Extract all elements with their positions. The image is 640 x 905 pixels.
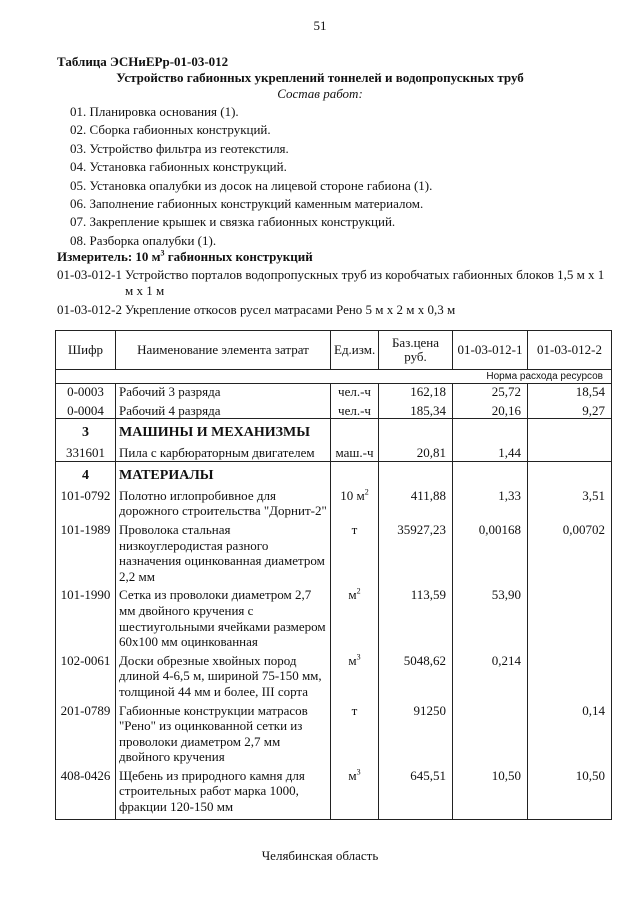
norma-label: Норма расхода ресурсов [56,370,612,384]
cell-v2 [528,584,612,649]
cell-v1 [453,584,528,649]
unit-sup: 2 [364,487,369,497]
cell-name [116,419,331,446]
cell-price-text: 411,88 [410,487,446,503]
cell-v1-text: 20,16 [491,402,521,418]
header-variant-1: 01-03-012-1 [453,331,528,370]
cell-unit-text: м [348,767,357,783]
variant-text: Устройство порталов водопропускных труб из коробчатых габионных блоков 1,5 м х 1 м х 1 м [125,267,605,298]
cell-code [56,700,116,765]
composition-label: Состав работ: [277,86,363,101]
operation-item: 05. Установка опалубки из досок на лицевой стороне габиона (1). [70,177,433,193]
unit-sup: 3 [356,652,361,662]
cell-price-text: 91250 [413,702,446,718]
cell-price-text: 35927,23 [397,521,446,537]
cell-v2 [528,765,612,819]
cell-code [56,419,116,446]
cell-unit-text: т [351,521,358,537]
cell-v2-text: 9,27 [582,402,605,418]
unit-sup: 2 [356,587,361,597]
cell-unit [331,400,379,419]
cell-code-text: 331601 [66,445,105,461]
cell-v2-text: 18,54 [575,384,605,399]
cell-price [379,519,453,584]
cell-v1 [453,384,528,400]
measure-unit [57,249,313,264]
cell-v1-text: 10,50 [491,767,521,783]
cell-name [116,584,331,649]
operation-item: 07. Закрепление крышек и связка габионных конструкций. [70,214,396,230]
cell-unit [331,700,379,765]
cell-code [56,584,116,649]
section-row [56,419,612,446]
cell-unit-text: м [348,587,357,603]
cell-v1-text: 0,00168 [478,521,521,537]
header-name: Наименование элемента затрат [116,331,331,370]
operation-item: 02. Сборка габионных конструкций. [70,122,271,138]
cell-price [379,461,453,488]
operation-item: 08. Разборка опалубки (1). [70,232,217,248]
table-row [56,650,612,700]
cell-v1 [453,419,528,446]
cell-v2-text: 0,14 [582,702,605,718]
cell-name-text: Щебень из природного камня для строительных работ марка 1000, фракции 120-150 мм [119,767,305,815]
cell-name [116,445,331,461]
table-row [56,700,612,765]
cell-unit-text: 10 м [340,487,365,503]
cell-code [56,384,116,400]
cell-unit [331,584,379,649]
header-price: Баз.цена руб. [379,331,453,370]
measure-sup: 3 [160,248,165,258]
cell-v1-text: 53,90 [491,587,521,603]
cell-unit-text: маш.-ч [335,445,374,461]
cell-price-text: 113,59 [410,587,446,603]
cell-price [379,584,453,649]
cell-v1 [453,650,528,700]
cell-unit [331,765,379,819]
cell-v1-text: 0,214 [491,652,521,668]
table-row [56,384,612,400]
operation-item: 01. Планировка основания (1). [70,104,239,119]
cell-code [56,765,116,819]
cell-v1 [453,400,528,419]
cell-price [379,765,453,819]
cell-price-text: 185,34 [410,402,446,418]
operation-item: 06. Заполнение габионных конструкций каменным материалом. [70,195,424,211]
cell-unit [331,519,379,584]
cell-v1 [453,488,528,519]
cell-name [116,400,331,419]
cell-name [116,650,331,700]
cell-unit-text: т [351,702,358,718]
table-row [56,519,612,584]
cell-v2 [528,419,612,446]
cell-v2 [528,384,612,400]
cell-code-text: 4 [82,467,89,483]
cell-name [116,700,331,765]
cell-v2 [528,519,612,584]
variant-code: 01-03-012-2 [57,302,122,317]
cell-code-text: 0-0003 [67,384,104,399]
cell-unit [331,445,379,461]
table-row [56,400,612,419]
footer-region: Челябинская область [261,848,379,863]
cell-price [379,419,453,446]
cell-price [379,650,453,700]
subtitle: Устройство габионных укреплений тоннелей и водопропускных труб [116,70,524,85]
table-row [56,445,612,461]
cell-v1 [453,700,528,765]
table-row [56,488,612,519]
cell-price-text: 162,18 [410,384,446,399]
cell-v1 [453,765,528,819]
unit-sup: 3 [356,767,361,777]
cell-code [56,488,116,519]
variant-code: 01-03-012-1 [57,267,122,282]
cell-name-text: Полотно иглопробивное для дорожного строительства "Дорнит-2" [119,487,327,519]
cell-price [379,488,453,519]
cell-name-text: Рабочий 4 разряда [119,402,221,418]
cell-code [56,650,116,700]
cell-v2 [528,400,612,419]
cell-v1-text: 1,44 [498,445,521,461]
cell-v1 [453,461,528,488]
measure-rest: габионных конструкций [164,249,313,264]
cell-code-text: 101-1990 [60,587,111,603]
cell-v2 [528,650,612,700]
cell-unit [331,419,379,446]
cell-name [116,488,331,519]
variant-text: Укрепление откосов русел матрасами Рено 5 м х 2 м х 0,3 м [125,302,456,317]
cell-v2 [528,461,612,488]
cell-v2 [528,700,612,765]
cell-name-text: Габионные конструкции матрасов "Рено" из оцинкованной сетки из проволоки диаметром 2,7 мм двойного кручения [119,702,308,765]
table-row [56,584,612,649]
cell-price-text: 20,81 [416,445,446,461]
cell-unit [331,488,379,519]
cell-v1 [453,519,528,584]
cell-price [379,445,453,461]
cell-name [116,384,331,400]
cell-v2 [528,445,612,461]
cell-unit-text: чел.-ч [338,384,371,399]
cell-v2 [528,488,612,519]
cell-price-text: 645,51 [410,767,446,783]
cell-code-text: 3 [82,425,89,441]
cell-v2-text: 3,51 [582,487,605,503]
variant-1 [57,267,605,299]
cell-code-text: 201-0789 [60,702,111,718]
table-row [56,765,612,819]
cell-code-text: 0-0004 [67,402,104,418]
measure-label: Измеритель: 10 м [57,249,161,264]
cell-code-text: 101-1989 [60,521,111,537]
cell-v1-text: 25,72 [491,384,521,399]
cell-name [116,765,331,819]
cell-v1 [453,445,528,461]
page-number: 51 [313,18,327,33]
cell-price-text: 5048,62 [403,652,446,668]
cell-name-text: МАШИНЫ И МЕХАНИЗМЫ [119,425,311,441]
cell-unit [331,650,379,700]
cell-code [56,519,116,584]
cell-code-text: 102-0061 [60,652,111,668]
cell-price [379,384,453,400]
cell-name-text: МАТЕРИАЛЫ [119,467,214,483]
header-code: Шифр [56,331,116,370]
cell-v2-text: 0,00702 [562,521,605,537]
section-row [56,461,612,488]
header-unit: Ед.изм. [331,331,379,370]
cell-name [116,519,331,584]
header-variant-2: 01-03-012-2 [528,331,612,370]
cell-price [379,400,453,419]
cell-code-text: 101-0792 [60,487,111,503]
cell-v1-text: 1,33 [498,487,521,503]
table-header [56,331,612,370]
cell-name-text: Сетка из проволоки диаметром 2,7 мм двойного кручения с шестиугольными ячейками размером 60х100 мм оцинкованная [119,587,326,650]
cell-name-text: Пила с карбюраторным двигателем [119,445,315,461]
cell-unit [331,461,379,488]
cell-name [116,461,331,488]
cell-code [56,400,116,419]
cell-code-text: 408-0426 [60,767,111,783]
cell-price [379,700,453,765]
cell-v2-text: 10,50 [575,767,605,783]
cell-code [56,445,116,461]
cell-unit [331,384,379,400]
resource-table [55,330,612,820]
operation-item: 04. Установка габионных конструкций. [70,159,287,175]
operations-list [70,103,432,250]
cell-name-text: Рабочий 3 разряда [119,384,221,399]
variant-2 [57,302,605,318]
cell-name-text: Доски обрезные хвойных пород длиной 4-6,5 м, шириной 75-150 мм, толщиной 44 мм и более, III сорта [119,652,322,699]
cell-code [56,461,116,488]
operation-item: 03. Устройство фильтра из геотекстиля. [70,140,289,156]
cell-unit-text: м [348,652,357,668]
table-title: Таблица ЭСНиЕРр-01-03-012 [57,54,229,69]
cell-unit-text: чел.-ч [338,402,371,418]
cell-name-text: Проволока стальная низкоуглеродистая разного назначения оцинкованная диаметром 2,2 мм [119,521,325,584]
